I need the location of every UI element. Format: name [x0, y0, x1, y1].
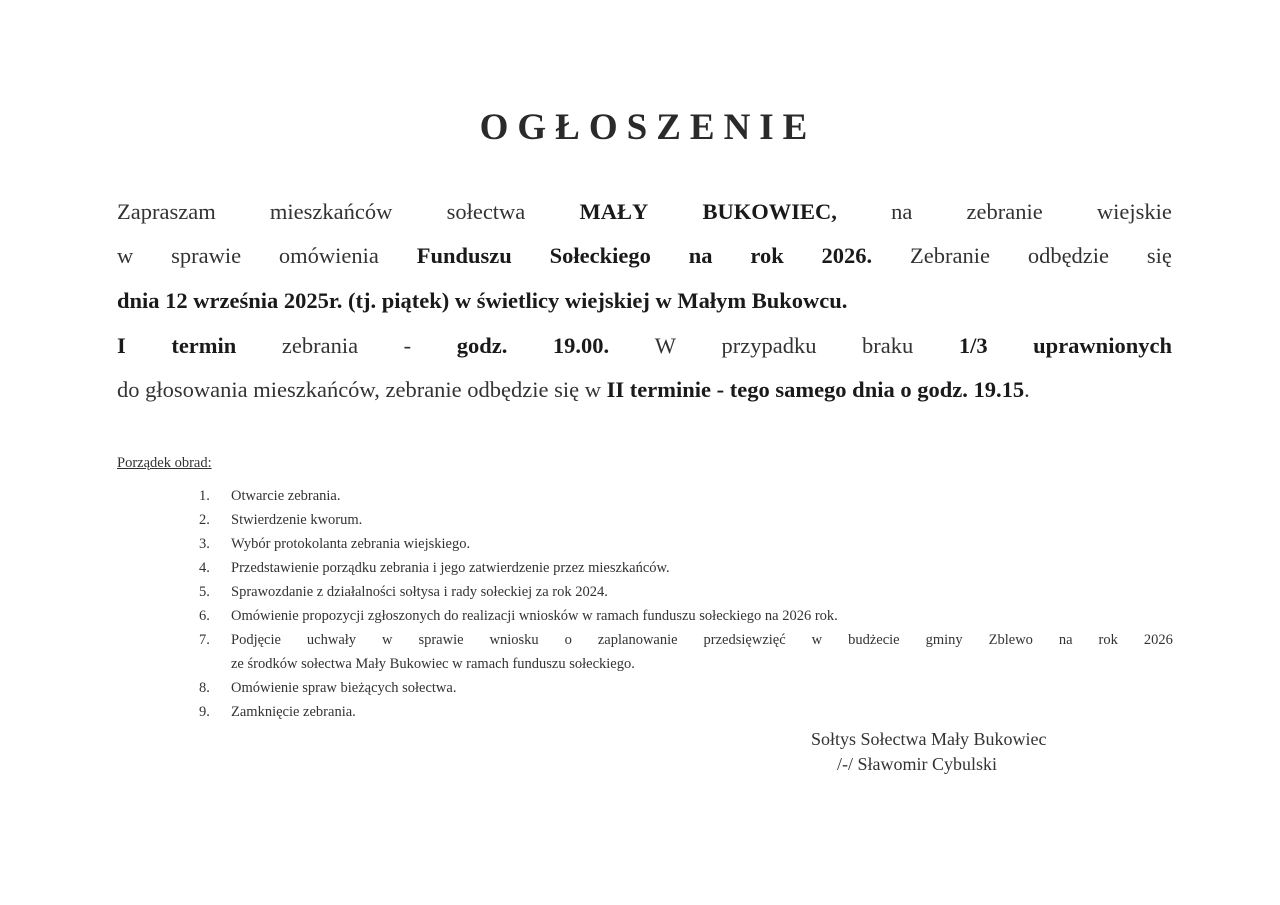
agenda-item-number: 3.: [199, 536, 210, 552]
word: przedsięwzięć: [703, 632, 786, 648]
agenda-item: [199, 556, 1173, 580]
agenda-item: [199, 700, 1173, 724]
word: na: [891, 199, 913, 224]
village-name-word: MAŁY: [579, 199, 649, 224]
word: Zblewo: [988, 632, 1033, 648]
word: się: [1146, 243, 1172, 268]
word: w: [811, 632, 823, 648]
agenda-item: [199, 484, 1173, 508]
page-title: OGŁOSZENIE: [479, 107, 817, 148]
word: W: [654, 333, 676, 358]
word: Podjęcie: [231, 632, 281, 648]
body-line-1: [117, 197, 1172, 227]
fund-word: rok: [750, 243, 784, 268]
agenda-item-text: Otwarcie zebrania.: [231, 488, 341, 504]
agenda-item-text: Przedstawienie porządku zebrania i jego zatwierdzenie przez mieszkańców.: [231, 560, 670, 576]
word: w: [117, 243, 134, 268]
signature-role: Sołtys Sołectwa Mały Bukowiec: [811, 729, 1047, 749]
body-line-5: [117, 375, 1172, 405]
agenda-list: [199, 484, 1173, 724]
word: przypadku: [721, 333, 817, 358]
word: omówienia: [278, 243, 379, 268]
word: -: [403, 333, 412, 358]
agenda-item: [199, 628, 1173, 676]
line5-plain: do głosowania mieszkańców, zebranie odbędzie się w: [117, 377, 607, 402]
agenda-item-text: Zamknięcie zebrania.: [231, 704, 356, 720]
agenda-item-number: 7.: [199, 632, 210, 648]
term-word: I: [117, 333, 126, 358]
meeting-date-place: dnia 12 września 2025r. (tj. piątek) w świetlicy wiejskiej w Małym Bukowcu.: [117, 288, 848, 313]
word: wiejskie: [1096, 199, 1172, 224]
fund-word: Sołeckiego: [549, 243, 651, 268]
year-value: 2026.: [821, 243, 873, 268]
agenda-item: [199, 676, 1173, 700]
agenda-item: [199, 604, 1173, 628]
agenda-item-text: Stwierdzenie kworum.: [231, 512, 363, 528]
word: 2026: [1143, 632, 1173, 648]
word: sołectwa: [446, 199, 526, 224]
word: rok: [1098, 632, 1118, 648]
word: odbędzie: [1027, 243, 1110, 268]
body-line-3: [117, 286, 1172, 316]
agenda-item-text: Sprawozdanie z działalności sołtysa i rady sołeckiej za rok 2024.: [231, 584, 608, 600]
agenda-item-number: 9.: [199, 704, 210, 720]
word: budżecie: [848, 632, 900, 648]
signature-name: /-/ Sławomir Cybulski: [837, 754, 998, 774]
word: Zapraszam: [117, 199, 216, 224]
signature-block: [811, 727, 1046, 777]
word: o: [564, 632, 572, 648]
word: w: [382, 632, 393, 648]
agenda-item-number: 6.: [199, 608, 210, 624]
time-word: godz.: [456, 333, 508, 358]
word: uchwały: [306, 632, 357, 648]
word: braku: [862, 333, 914, 358]
agenda-item-text: Omówienie propozycji zgłoszonych do realizacji wniosków w ramach funduszu sołeckiego na 2026 rok.: [231, 608, 838, 624]
quorum-word: 1/3: [958, 333, 988, 358]
quorum-word: uprawnionych: [1033, 333, 1172, 358]
village-name-word: BUKOWIEC,: [702, 199, 837, 224]
word: gminy: [925, 632, 963, 648]
word: na: [1058, 632, 1073, 648]
term-word: termin: [171, 333, 237, 358]
word: sprawie: [418, 632, 464, 648]
agenda-item: [199, 580, 1173, 604]
agenda-item-number: 2.: [199, 512, 210, 528]
agenda-item-text-line1: [231, 628, 1173, 652]
agenda-item-text: Omówienie spraw bieżących sołectwa.: [231, 680, 457, 696]
body-line-4: [117, 331, 1172, 361]
word: zebrania: [281, 333, 359, 358]
agenda-heading: Porządek obrad:: [117, 455, 212, 471]
year-word: [822, 241, 873, 271]
agenda-item-number: 5.: [199, 584, 210, 600]
word: Zebranie: [910, 243, 990, 268]
agenda-item-number: 1.: [199, 488, 210, 504]
second-term: II terminie - tego samego dnia o godz. 19.15: [606, 377, 1025, 402]
agenda-item-number: 8.: [199, 680, 210, 696]
word: zaplanowanie: [597, 632, 678, 648]
word: wniosku: [489, 632, 539, 648]
fund-word: Funduszu: [416, 243, 512, 268]
agenda-item: [199, 532, 1173, 556]
body-line-2: [117, 241, 1172, 271]
line5-end: .: [1024, 377, 1030, 402]
agenda-item-text: Wybór protokolanta zebrania wiejskiego.: [231, 536, 471, 552]
time-word: 19.00.: [552, 333, 610, 358]
word: mieszkańców: [269, 199, 393, 224]
agenda-item: [199, 508, 1173, 532]
fund-word: na: [688, 243, 713, 268]
word: sprawie: [171, 243, 242, 268]
agenda-item-number: 4.: [199, 560, 210, 576]
word: zebranie: [966, 199, 1043, 224]
agenda-item-text-line2: ze środków sołectwa Mały Bukowiec w ramach funduszu sołeckiego.: [231, 656, 635, 672]
